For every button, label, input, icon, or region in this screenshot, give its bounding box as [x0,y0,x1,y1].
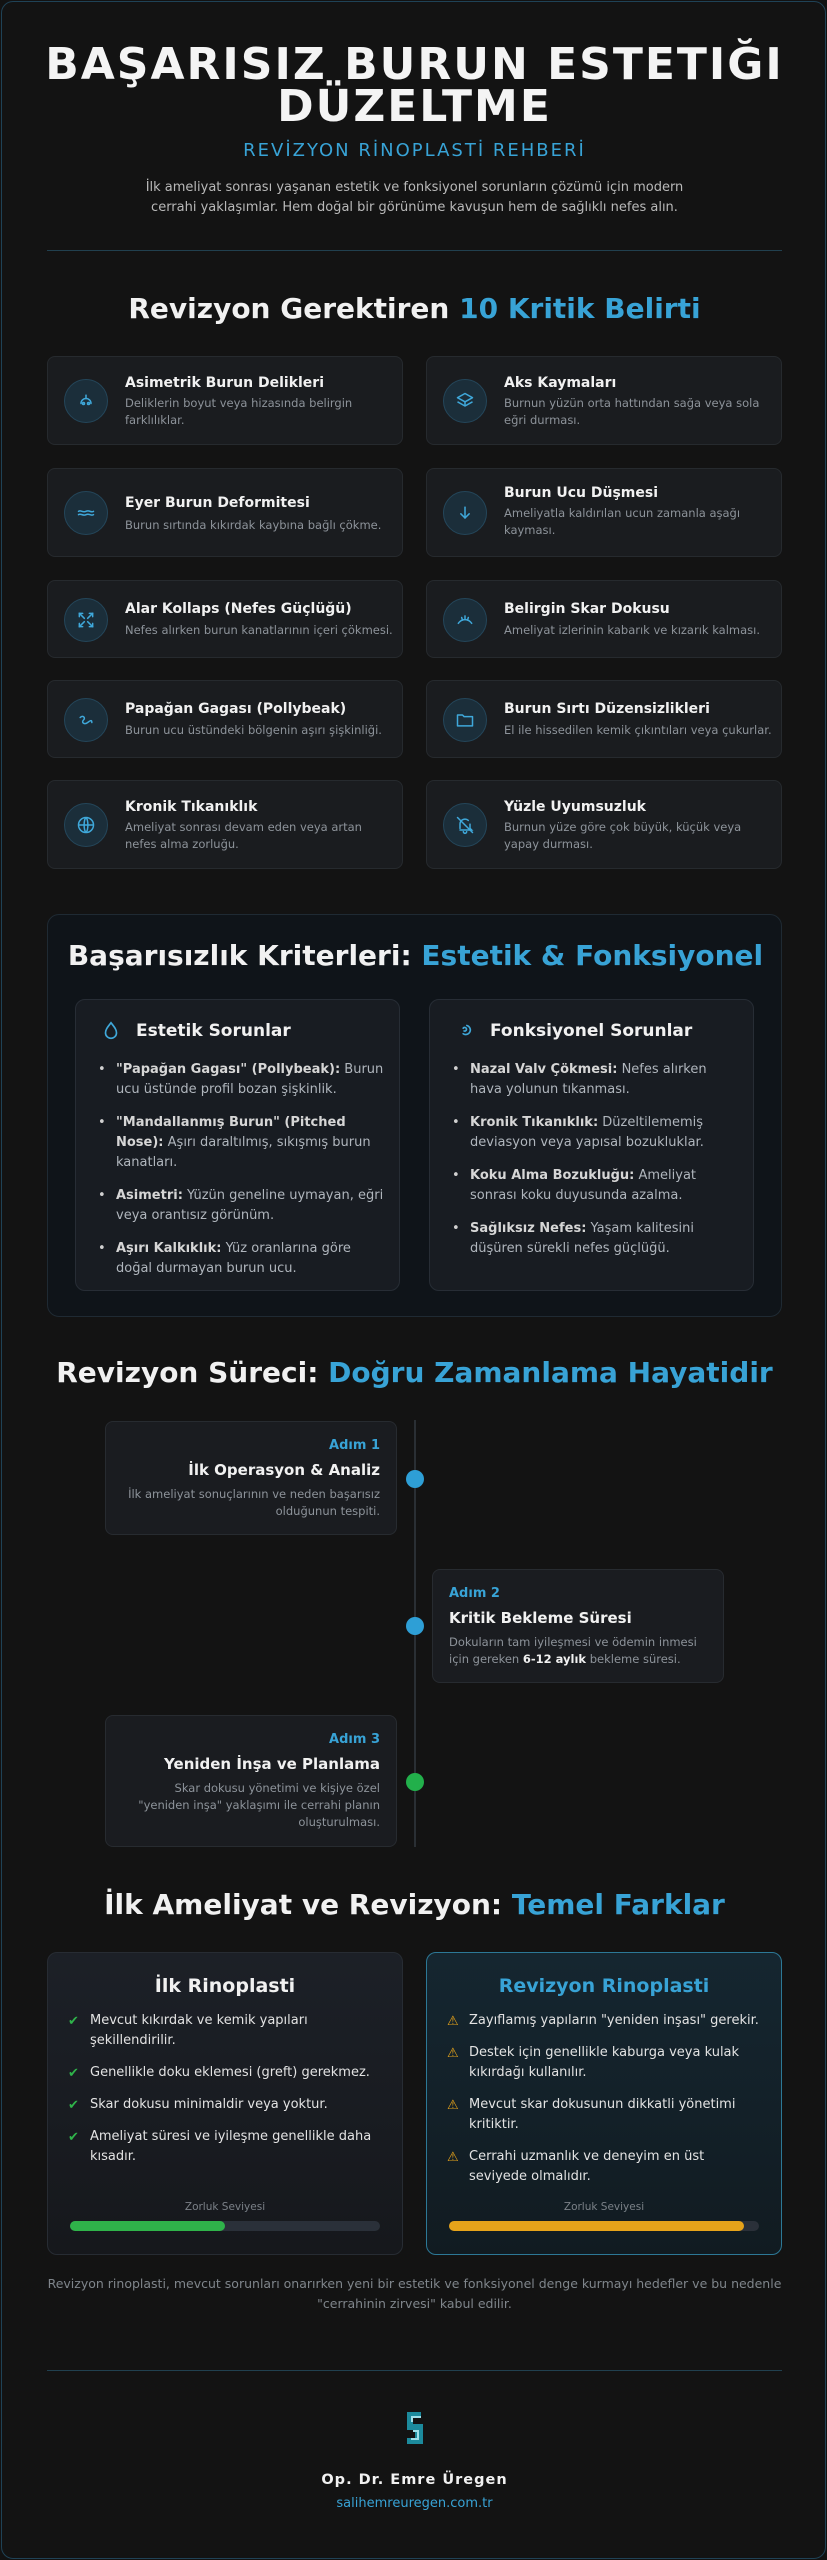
difficulty-fill [449,2221,744,2231]
first-card-list [68,2011,386,2179]
criteria-panel [47,914,782,1317]
page-title-line1: BAŞARISIZ BURUN ESTETIĞI [45,39,784,90]
functional-title: Fonksiyonel Sorunlar [490,1021,693,1041]
symptom-title: Asimetrik Burun Delikleri [125,375,325,391]
symptom-desc: Ameliyatla kaldırılan ucun zamanla aşağı kayması. [504,506,741,537]
globe-icon [64,803,108,847]
difficulty-label: Zorluk Seviyesi [563,2201,645,2213]
list-item: ⚠ Cerrahi uzmanlık ve deneyim en üst seviyede olmalıdır. [447,2149,705,2184]
airflow-icon [454,1020,476,1042]
symptoms-title [2,292,827,325]
process-title-plain: Revizyon Süreci: [56,1356,329,1389]
nostril-icon [64,379,108,423]
list-item: • Kronik Tıkanıklık: Düzeltilememiş deviasyon veya yapısal bozukluklar. [452,1113,742,1153]
symptom-card [47,680,403,758]
criteria-title [48,939,783,972]
brand-logo [401,2408,429,2448]
symptom-title: Papağan Gagası (Pollybeak) [125,701,347,717]
symptom-title: Eyer Burun Deformitesi [125,495,310,511]
symptom-desc: Deliklerin boyut veya hizasında belirgin farklılıklar. [125,396,353,427]
doctor-name: Op. Dr. Emre Üregen [321,2472,508,2488]
revision-card-list [447,2011,765,2199]
step-desc: İlk ameliyat sonuçlarının ve neden başarısız olduğunun tespiti. [128,1487,380,1518]
list-item: • "Papağan Gagası" (Pollybeak): Burun ucu üstünde profil bozan şişkinlik. [98,1060,388,1100]
compare-title-accent: Temel Farklar [511,1888,725,1921]
aesthetic-card [75,999,400,1291]
timeline-dot [406,1617,424,1635]
symptom-title: Burun Ucu Düşmesi [504,485,658,501]
symptom-title: Kronik Tıkanıklık [125,799,258,815]
page-title-line2: DÜZELTME [277,81,552,132]
wave-icon [64,491,108,535]
warning-icon: ⚠ [447,2014,459,2029]
scar-icon [443,598,487,642]
symptom-card [47,356,403,445]
symptom-title: Belirgin Skar Dokusu [504,601,670,617]
page [1,1,826,2559]
list-item: • Sağlıksız Nefes: Yaşam kalitesini düşüren sürekli nefes güçlüğü. [452,1219,742,1259]
process-title-accent: Doğru Zamanlama Hayatidir [328,1356,773,1389]
page-title [2,39,827,132]
difficulty-fill [70,2221,225,2231]
folder-icon [443,698,487,742]
aesthetic-header [100,1020,291,1042]
criteria-title-plain: Başarısızlık Kriterleri: [67,939,422,972]
droplet-icon [100,1020,122,1042]
curve-icon [64,698,108,742]
list-item: ✔ Ameliyat süresi ve iyileşme genellikle daha kısadır. [68,2129,372,2164]
warning-icon: ⚠ [447,2098,459,2113]
step-title: İlk Operasyon & Analiz [188,1461,380,1479]
functional-list [452,1060,742,1272]
symptom-card [426,780,782,869]
symptom-desc: Burun sırtında kıkırdak kaybına bağlı çökme. [125,518,382,532]
list-item: ⚠ Zayıflamış yapıların "yeniden inşası" gerekir. [447,2011,765,2031]
list-item: ✔ Genellikle doku eklemesi (greft) gerekmez. [68,2063,386,2083]
first-rhinoplasty-card [47,1952,403,2255]
difficulty-bar [70,2221,380,2231]
symptom-title: Burun Sırtı Düzensizlikleri [504,701,710,717]
timeline-step-1 [105,1421,397,1535]
symptom-desc: Burnun yüze göre çok büyük, küçük veya yapay durması. [504,820,742,851]
compare-title [2,1888,827,1921]
symptom-desc: Ameliyat izlerinin kabarık ve kızarık kalması. [504,623,760,637]
symptom-card [47,468,403,557]
aesthetic-title: Estetik Sorunlar [136,1021,291,1041]
symptom-title: Alar Kollaps (Nefes Güçlüğü) [125,601,352,617]
symptom-card [426,468,782,557]
functional-header [454,1020,692,1042]
step-label: Adım 2 [449,1586,500,1601]
warning-icon: ⚠ [447,2046,459,2061]
page-subtitle: REVİZYON RİNOPLASTİ REHBERİ [243,140,586,161]
check-icon: ✔ [68,2014,79,2029]
symptom-desc: El ile hissedilen kemik çıkıntıları veya çukurlar. [504,723,772,737]
first-card-title: İlk Rinoplasti [154,1975,296,1997]
list-item: ⚠ Destek için genellikle kaburga veya kulak kıkırdağı kullanılır. [447,2045,740,2080]
list-item: ✔ Skar dokusu minimaldir veya yoktur. [68,2095,386,2115]
step-label: Adım 3 [329,1732,380,1747]
process-title [2,1356,827,1389]
symptoms-title-plain: Revizyon Gerektiren [128,292,460,325]
step-desc: Skar dokusu yönetimi ve kişiye özel "yeniden inşa" yaklaşımı ile cerrahi planın oluşturulması. [138,1781,380,1829]
list-item: • "Mandallanmış Burun" (Pitched Nose): Aşırı daraltılmış, sıkışmış burun kanatları. [98,1113,388,1173]
list-item: • Aşırı Kalkıklık: Yüz oranlarına göre doğal durmayan burun ucu. [98,1239,388,1279]
divider [47,2370,782,2371]
check-icon: ✔ [68,2098,79,2113]
revision-rhinoplasty-card [426,1952,782,2255]
layers-icon [443,379,487,423]
symptom-card [426,680,782,758]
collapse-icon [64,598,108,642]
footer-note: Revizyon rinoplasti, mevcut sorunları onarırken yeni bir estetik ve fonksiyonel denge kurmayı hedefler ve bu nedenle "cerrahinin zirvesi" kabul edilir. [47,2276,782,2311]
symptom-card [47,780,403,869]
arrow-down-icon [443,491,487,535]
list-item: ✔ Mevcut kıkırdak ve kemik yapıları şekillendirilir. [68,2013,308,2048]
list-item: ⚠ Mevcut skar dokusunun dikkatli yönetimi kritiktir. [447,2097,736,2132]
website-link[interactable]: salihemreuregen.com.tr [336,2496,493,2511]
difficulty-label: Zorluk Seviyesi [184,2201,266,2213]
step-desc: Dokuların tam iyileşmesi ve ödemin inmesi için gereken 6-12 aylık bekleme süresi. [449,1635,697,1666]
timeline-dot [406,1773,424,1791]
timeline-step-3 [105,1715,397,1847]
compare-title-plain: İlk Ameliyat ve Revizyon: [104,1888,512,1921]
symptoms-title-accent: 10 Kritik Belirti [459,292,701,325]
symptom-card [426,580,782,658]
list-item: • Asimetri: Yüzün geneline uymayan, eğri veya orantısız görünüm. [98,1186,388,1226]
timeline-step-2 [432,1569,724,1683]
list-item: • Koku Alma Bozukluğu: Ameliyat sonrası koku duyusunda azalma. [452,1166,742,1206]
page-description: İlk ameliyat sonrası yaşanan estetik ve fonksiyonel sorunların çözümü için modern cerrahi yaklaşımlar. Hem doğal bir görünüme kavuşun hem de sağlıklı nefes alın. [145,180,684,215]
symptom-desc: Burun ucu üstündeki bölgenin aşırı şişkinliği. [125,723,382,737]
check-icon: ✔ [68,2066,79,2081]
list-item: • Nazal Valv Çökmesi: Nefes alırken hava yolunun tıkanması. [452,1060,742,1100]
symptom-desc: Ameliyat sonrası devam eden veya artan nefes alma zorluğu. [125,820,362,851]
revision-card-title: Revizyon Rinoplasti [498,1975,710,1997]
symptom-title: Yüzle Uyumsuzluk [504,799,646,815]
symptom-desc: Nefes alırken burun kanatlarının içeri çökmesi. [125,623,393,637]
functional-card [429,999,754,1291]
check-icon: ✔ [68,2130,79,2145]
symptom-card [426,356,782,445]
difficulty-bar [449,2221,759,2231]
symptom-card [47,580,403,658]
timeline-dot [406,1470,424,1488]
aesthetic-list [98,1060,388,1292]
step-title: Yeniden İnşa ve Planlama [164,1755,380,1773]
step-title: Kritik Bekleme Süresi [449,1609,632,1627]
step-label: Adım 1 [329,1438,380,1453]
divider [47,250,782,251]
symptom-desc: Burnun yüzün orta hattından sağa veya sola eğri durması. [504,396,760,427]
symptom-title: Aks Kaymaları [504,375,617,391]
warning-icon: ⚠ [447,2150,459,2165]
criteria-title-accent: Estetik & Fonksiyonel [421,939,764,972]
bell-off-icon [443,803,487,847]
